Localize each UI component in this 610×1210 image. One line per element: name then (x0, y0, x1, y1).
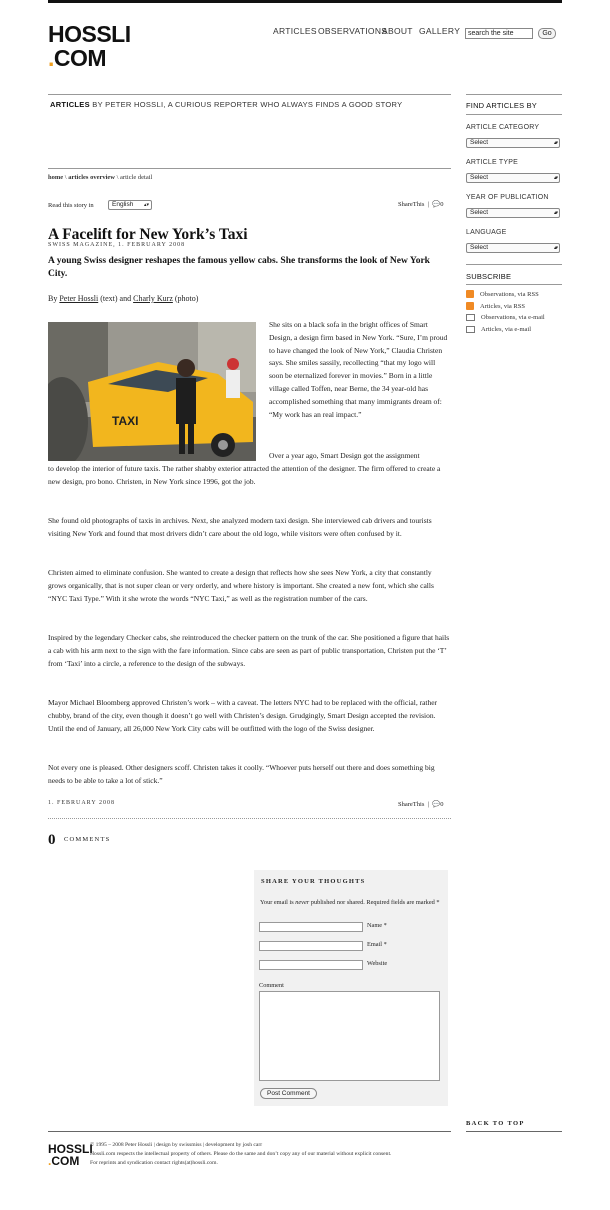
article-paragraph: Over a year ago, Smart Design got the assignment (269, 451, 420, 460)
article-title: A Facelift for New York’s Taxi (48, 226, 248, 243)
breadcrumb (48, 174, 152, 181)
dotted-divider (48, 818, 451, 819)
byline-prefix: By (48, 294, 60, 303)
taxi-photo-illustration (48, 322, 256, 461)
filter-select-category[interactable]: Select ▴▾ (466, 138, 560, 148)
footer-logo[interactable] (48, 1143, 93, 1167)
language-value: English (112, 201, 134, 208)
footer-logo-line2: COM (51, 1154, 80, 1168)
comment-form (254, 870, 448, 1106)
form-title: SHARE YOUR THOUGHTS (261, 878, 366, 885)
footer-credits: © 1995 – 2008 Peter Hossli | design by swissmiss | development by josh carr (90, 1142, 263, 1148)
mail-icon (466, 314, 475, 321)
share-this[interactable] (398, 200, 444, 208)
filter-select-language[interactable]: Select ▴▾ (466, 243, 560, 253)
comment-textarea[interactable] (259, 991, 440, 1081)
byline-mid: (text) and (98, 294, 134, 303)
share-this-bottom[interactable] (398, 800, 444, 808)
divider (48, 94, 451, 95)
subscribe-articles-email[interactable] (466, 326, 531, 333)
comments-label: COMMENTS (64, 836, 111, 843)
subscribe-label: Observations, via e-mail (481, 314, 545, 321)
author-link[interactable]: Peter Hossli (59, 294, 99, 303)
search-input[interactable]: search the site (465, 28, 533, 39)
article-meta: SWISS MAGAZINE, 1. FEBRUARY 2008 (48, 242, 186, 248)
sidebar-divider (466, 114, 562, 115)
article-paragraph: She sits on a black sofa in the bright offices of Smart Design, a design firm based in New York. “Sure, I’m proud to have changed the look of New York,” Claudia Christen says. She smiles sassily, recollecting “that my logo will soon be eternalized forever in movies.” Born in a little village called Toffen, near Berne, the 34 year-old has accomplished something that many immigrants dream of: “My work has an real impact.” (269, 320, 448, 419)
footer-logo-line1: HOSSLI (48, 1142, 93, 1156)
share-count: 0 (440, 801, 444, 808)
subscribe-observations-rss[interactable] (466, 290, 539, 298)
subscribe-observations-email[interactable] (466, 314, 545, 321)
share-count: 0 (440, 201, 444, 208)
breadcrumb-current: article detail (120, 174, 153, 181)
language-select[interactable] (108, 200, 152, 210)
post-comment-button[interactable]: Post Comment (260, 1088, 317, 1099)
subscribe-articles-rss[interactable] (466, 302, 525, 310)
article-photo (48, 322, 256, 461)
sidebar-divider (466, 264, 562, 265)
mail-icon (466, 326, 475, 333)
rss-icon (466, 290, 474, 298)
comments-count: 0 (48, 832, 56, 848)
nav-observations[interactable]: OBSERVATIONS (318, 26, 388, 36)
subscribe-label: Articles, via RSS (480, 302, 525, 310)
divider (48, 1131, 451, 1132)
comment-bubble-icon: 💬 (432, 801, 441, 808)
intro-line (50, 100, 402, 109)
photographer-link[interactable]: Charly Kurz (133, 294, 173, 303)
share-label: ShareThis (398, 801, 425, 808)
article-paragraph: Mayor Michael Bloomberg approved Christen’s work – with a caveat. The letters NYC had to be replaced with the official, rather chubby, brand of the city, even though it doesn’t go well with Christen’s design. Grudgingly, Smart Design accepted the revision. Until the end of January, all 26,000 New York City cabs will be outfitted with the logo of the Swiss designer. (48, 698, 438, 733)
rss-icon (466, 302, 474, 310)
name-input[interactable] (259, 922, 363, 932)
filter-select-type[interactable]: Select ▴▾ (466, 173, 560, 183)
filter-label-year: YEAR OF PUBLICATION (466, 194, 549, 201)
article-subtitle: A young Swiss designer reshapes the famous yellow cabs. She transforms the look of New York City. (48, 256, 430, 279)
intro-text: BY PETER HOSSLI, A CURIOUS REPORTER WHO ALWAYS FINDS A GOOD STORY (89, 100, 403, 109)
nav-about[interactable]: ABOUT (382, 26, 413, 36)
breadcrumb-home[interactable]: home (48, 174, 64, 181)
logo-line1: HOSSLI (48, 21, 131, 47)
note-a: Your email is (260, 899, 296, 906)
article-paragraph: She found old photographs of taxis in archives. Next, she analyzed modern taxi design. She interviewed cab drivers and tourists visiting New York and found that most drivers didn’t care about the old logo, while visitors were often confused by it. (48, 516, 432, 538)
footer-logo-dot: . (48, 1154, 52, 1168)
taxi-door-text: TAXI (112, 414, 139, 428)
article-paragraph: Not every one is pleased. Other designers scoff. Christen takes it coolly. “Whoever puts herself out there and does something big needs to be able to take a lot of stick.” (48, 763, 435, 785)
article-paragraph: Inspired by the legendary Checker cabs, she reintroduced the checker pattern on the trunk of the car. She positioned a figure that hails a cab with his arm next to the sign with the fare information. Since cabs are seen as part of public transportation, Christen put the ‘T’ from ‘Taxi’ into a circle, a reference to the design of the subways. (48, 633, 450, 668)
back-to-top-link[interactable]: BACK TO TOP (466, 1120, 525, 1127)
nav-articles[interactable]: ARTICLES (273, 26, 317, 36)
subscribe-label: Observations, via RSS (480, 290, 539, 298)
sidebar-divider (466, 284, 562, 285)
share-sep: | (427, 801, 429, 808)
footer-copyright: Hossli.com respects the intellectual property of others. Please do the same and don’t copy any of our material without explicit consent. (90, 1151, 392, 1157)
website-label: Website (367, 960, 388, 967)
article-byline (48, 294, 198, 303)
comment-bubble-icon: 💬 (432, 201, 441, 208)
subscribe-label: Articles, via e-mail (481, 326, 531, 333)
filter-label-language: LANGUAGE (466, 229, 507, 236)
breadcrumb-sep: \ (114, 174, 121, 181)
note-b: published nor shared. Required fields are marked * (309, 899, 440, 906)
select-arrows-icon: ▴▾ (143, 202, 149, 208)
share-label: ShareThis (398, 201, 425, 208)
filter-label-type: ARTICLE TYPE (466, 159, 518, 166)
form-note (260, 898, 444, 908)
top-bar (48, 0, 562, 3)
email-input[interactable] (259, 941, 363, 951)
divider (48, 168, 451, 169)
name-label: Name * (367, 922, 387, 929)
intro-bold: ARTICLES (50, 100, 90, 109)
logo-dot: . (48, 45, 54, 71)
breadcrumb-sep: \ (63, 174, 69, 181)
byline-suffix: (photo) (172, 294, 199, 303)
filter-label-category: ARTICLE CATEGORY (466, 124, 540, 131)
site-logo[interactable] (48, 22, 131, 70)
sidebar-heading: FIND ARTICLES BY (466, 101, 537, 110)
email-label: Email * (367, 941, 387, 948)
filter-select-year[interactable]: Select ▴▾ (466, 208, 560, 218)
note-never: never (295, 899, 310, 906)
search-go-button[interactable]: Go (538, 28, 556, 39)
article-date: 1. FEBRUARY 2008 (48, 800, 115, 806)
article-paragraph: Christen aimed to eliminate confusion. She wanted to create a design that reflects how she sees New York, a city that constantly grows organically, that is not super clean or very orderly, and where history is important. She created a new font, which she calls “NYC Taxi Type.” With it she wrote the words “NYC Taxi,” as well as the registration number of the cars. (48, 568, 434, 603)
breadcrumb-overview[interactable]: articles overview (68, 174, 115, 181)
nav-gallery[interactable]: GALLERY (419, 26, 461, 36)
share-sep: | (427, 201, 429, 208)
divider (466, 1131, 562, 1132)
subscribe-heading: SUBSCRIBE (466, 272, 512, 281)
comment-label: Comment (259, 982, 284, 989)
read-in-label: Read this story in (48, 202, 94, 209)
footer-contact: For reprints and syndication contact rights(at)hossli.com. (90, 1160, 218, 1166)
sidebar-divider (466, 94, 562, 95)
article-paragraph: to develop the interior of future taxis. The rather shabby exterior attracted the attention of the designer. The firm offered to create a new design, pro bono. Christen, in New York since 1996, got the job. (48, 464, 441, 486)
website-input[interactable] (259, 960, 363, 970)
logo-line2: COM (53, 45, 107, 71)
